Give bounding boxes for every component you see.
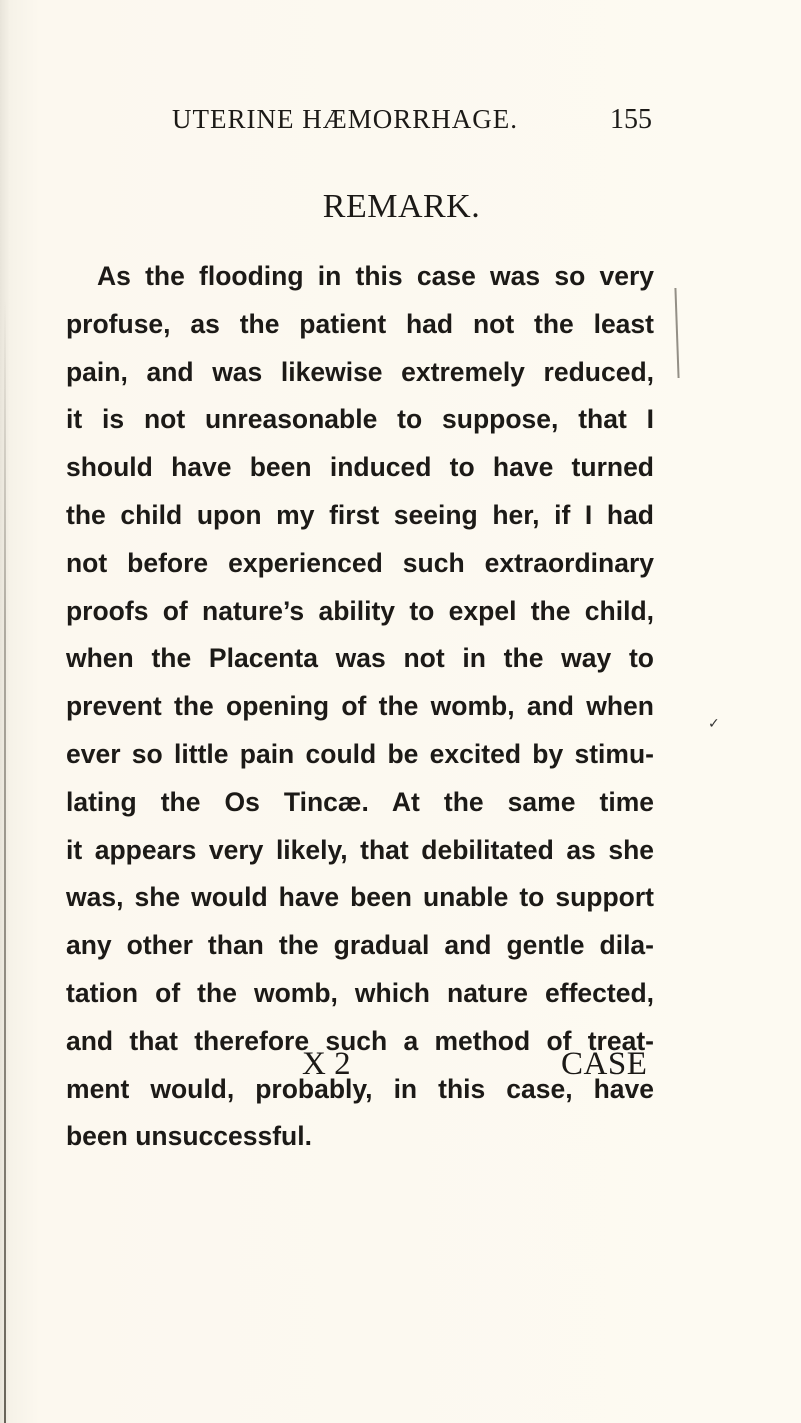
text-line: proofs of nature’s ability to expel the child,: [66, 595, 654, 626]
text-line: profuse, as the patient had not the least: [66, 308, 654, 339]
text-line: any other than the gradual and gentle dila-: [66, 930, 654, 961]
text-line: pain, and was likewise extremely reduced,: [66, 356, 654, 387]
running-head: [172, 104, 652, 144]
text-line: ever so little pain could be excited by stimu-: [66, 738, 654, 769]
text-line: it appears very likely, that debilitated as she: [66, 834, 654, 865]
text-line: been unsuccessful.: [66, 1121, 312, 1152]
text-line: it is not unreasonable to suppose, that I: [66, 404, 654, 435]
section-heading-text: REMARK.: [322, 188, 481, 225]
text-line: the child upon my first seeing her, if I had: [66, 499, 654, 530]
text-line: should have been induced to have turned: [66, 452, 654, 483]
remark-paragraph: [66, 253, 654, 1161]
page-number: 155: [610, 104, 652, 135]
text-line: when the Placenta was not in the way to: [66, 643, 654, 674]
text-line: was, she would have been unable to support: [66, 882, 654, 913]
running-head-title: UTERINE HÆMORRHAGE.: [172, 104, 518, 134]
text-line: As the flooding in this case was so very: [97, 261, 654, 291]
margin-check-mark: ✓: [708, 716, 720, 732]
text-line: and that therefore such a method of treat-: [66, 1025, 654, 1056]
margin-ink-mark: [674, 288, 679, 378]
binding-gutter: [4, 300, 6, 1423]
page-footer: [0, 1046, 801, 1096]
text-line: lating the Os Tincæ. At the same time: [66, 786, 654, 817]
text-line: not before experienced such extraordinary: [66, 547, 654, 578]
signature-mark: X 2: [302, 1046, 351, 1082]
catchword: CASE: [561, 1046, 648, 1082]
section-heading: [0, 188, 801, 226]
text-line: ment would, probably, in this case, have: [66, 1073, 654, 1104]
text-line: prevent the opening of the womb, and when: [66, 691, 654, 722]
text-line: tation of the womb, which nature effected,: [66, 977, 654, 1008]
